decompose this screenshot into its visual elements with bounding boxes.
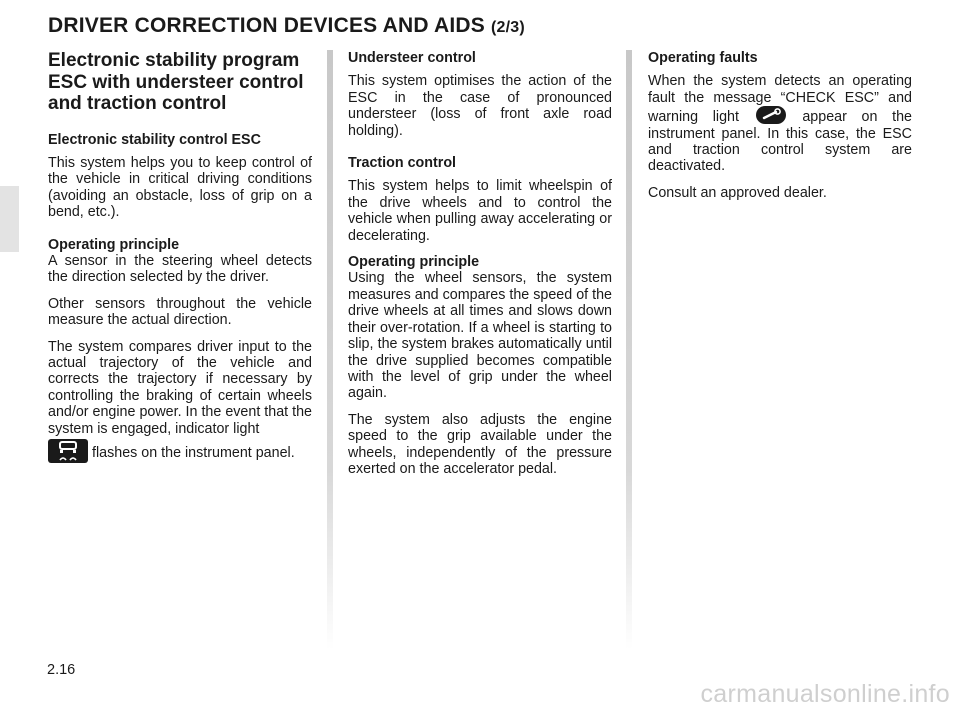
paragraph: Using the wheel sensors, the system measures and compares the speed of the drive wheels at all times and slows down their over-rotation. If a wheel is starting to slip, the system brakes automatically until the drive supplied becomes compatible with the level of grip under the wheel again.: [348, 270, 612, 402]
column-1: [48, 50, 312, 473]
column-2: [348, 50, 612, 487]
service-wrench-warning-icon: [756, 106, 786, 124]
page-title: DRIVER CORRECTION DEVICES AND AIDS (2/3): [48, 14, 525, 37]
column-3: [648, 50, 912, 211]
paragraph-end: flashes on the instrument panel.: [48, 439, 312, 463]
paragraph: This system optimises the action of the ESC in the case of pronounced understeer (loss of front axle road holding).: [348, 73, 612, 139]
paragraph: Consult an approved dealer.: [648, 184, 827, 201]
paragraph: This system helps you to keep control of the vehicle in critical driving conditions (avoiding an obstacle, loss of grip on a bend, etc.).: [48, 154, 312, 221]
paragraph: A sensor in the steering wheel detects the direction selected by the driver.: [48, 252, 312, 286]
page-number: 2.16: [47, 662, 76, 678]
subheading-principle: Operating principle: [48, 236, 180, 253]
esc-skid-car-icon: [48, 439, 88, 463]
column-divider-right: [626, 50, 632, 650]
column-divider-left: [327, 50, 333, 650]
watermark: carmanualsonline.info: [700, 680, 950, 708]
subheading-understeer: Understeer control: [348, 50, 476, 66]
paragraph: When the system detects an operating fault the message “CHECK ESC” and warning light appear on the instrument panel. In this case, the ESC and traction control system are deactivated.: [648, 73, 912, 175]
paragraph: Other sensors throughout the vehicle measure the actual direction.: [48, 295, 312, 329]
subheading-faults: Operating faults: [648, 50, 758, 66]
title-suffix: (2/3): [491, 19, 525, 36]
paragraph: The system compares driver input to the actual trajectory of the vehicle and corrects the trajectory if necessary by controlling the braking of certain wheels and/or engine power. In the event that the system is engaged, indicator light: [48, 338, 312, 437]
subheading-principle: Operating principle: [348, 254, 480, 271]
chapter-tab: [0, 186, 19, 252]
paragraph: The system also adjusts the engine speed to the grip available under the wheels, independently of the pressure exerted on the accelerator pedal.: [348, 411, 612, 477]
subheading-esc: Electronic stability control ESC: [48, 131, 261, 148]
section-heading: Electronic stability program ESC with understeer control and traction control: [48, 50, 304, 114]
subheading-traction: Traction control: [348, 155, 457, 172]
paragraph: This system helps to limit wheelspin of the drive wheels and to control the vehicle when pulling away accelerating or decelerating.: [348, 178, 612, 244]
